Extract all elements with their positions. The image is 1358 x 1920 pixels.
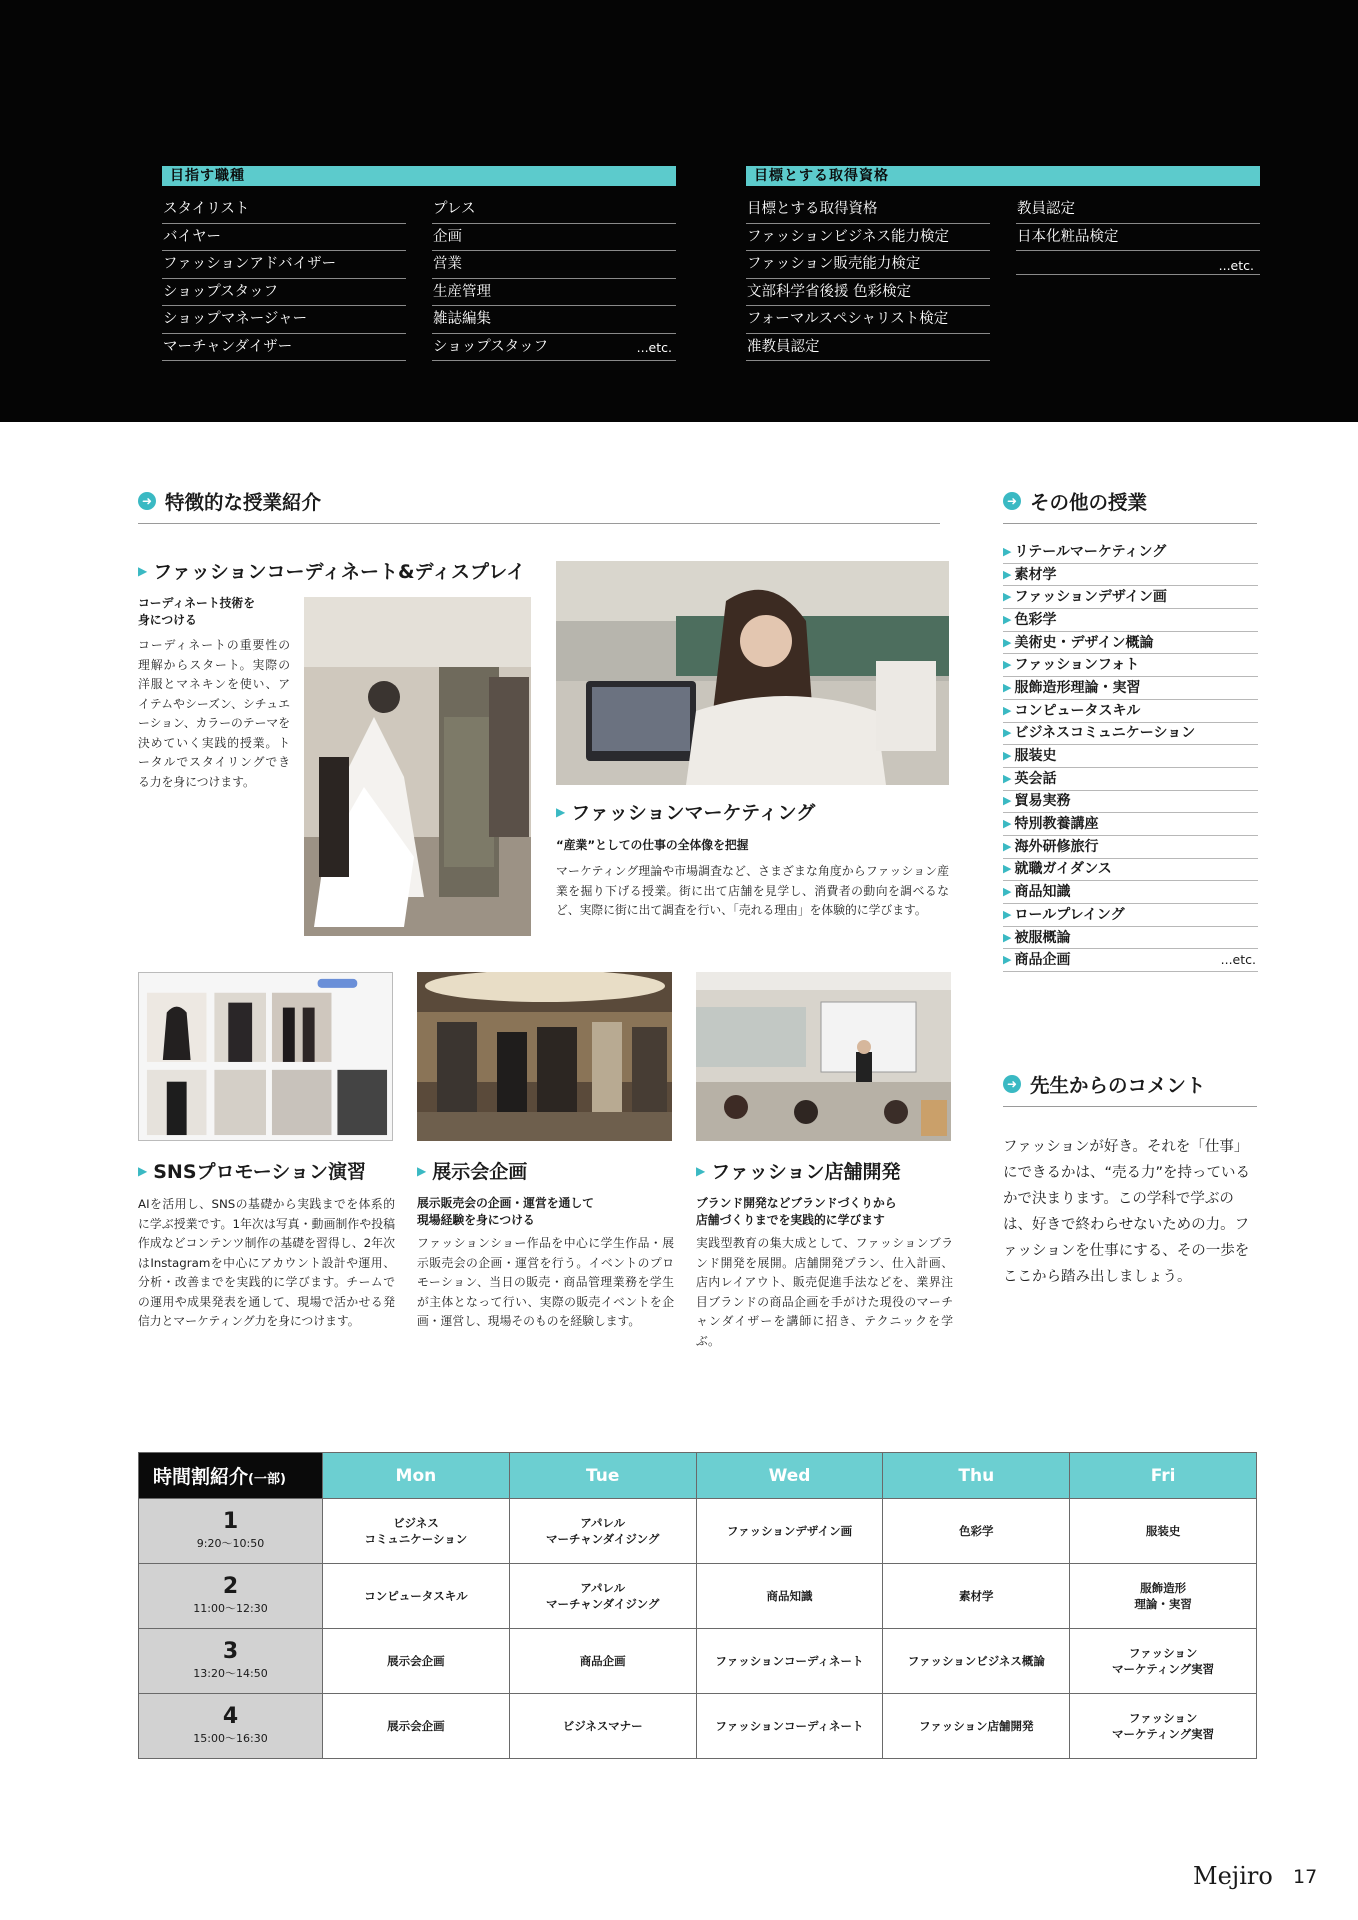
class-cell: ファッション マーケティング実習 (1070, 1694, 1257, 1759)
other-class-item (1003, 813, 1258, 836)
other-class-item (1003, 859, 1258, 882)
teacher-comment-body: ファッションが好き。それを「仕事」にできるかは、“売る力”を持っているかで決まります。この学科で学ぶのは、好きで終わらせないための力。ファッションを仕事にする、その一歩をここから踏み出しましょう。 (1003, 1139, 1251, 1285)
featured-classes-title: 特徴的な授業紹介 (165, 491, 322, 514)
triangle-icon: ▶ (1003, 817, 1012, 831)
marketing-subtitle: “産業”としての仕事の全体像を把握 (556, 838, 749, 852)
class-cell: 展示会企画 (323, 1694, 510, 1759)
target-jobs-block (162, 166, 676, 361)
coordinate-photo (304, 597, 531, 936)
other-class-item (1003, 723, 1258, 746)
coordinate-subtitle: コーディネート技術を 身につける (138, 596, 256, 627)
timetable (138, 1452, 1257, 1759)
etc-label: ...etc. (1016, 251, 1260, 275)
period-number: 2 (222, 1574, 239, 1599)
other-classes-title: その他の授業 (1030, 491, 1148, 514)
teacher-comment-title: 先生からのコメント (1030, 1074, 1206, 1097)
qualifications-column-1 (746, 196, 990, 361)
day-header: Wed (696, 1453, 883, 1499)
day-header: Fri (1070, 1453, 1257, 1499)
timetable-title (139, 1453, 323, 1499)
exhibition-photo (417, 972, 672, 1141)
triangle-icon: ▶ (1003, 726, 1012, 740)
period-number: 3 (222, 1639, 239, 1664)
other-class-label: 美術史・デザイン概論 (1014, 634, 1154, 651)
job-item: ファッションアドバイザー (162, 251, 406, 279)
featured-classes-heading (138, 487, 940, 524)
etc-label: ...etc. (1220, 952, 1256, 968)
job-item: 生産管理 (432, 279, 676, 307)
triangle-icon: ▶ (417, 1163, 427, 1178)
triangle-icon: ▶ (1003, 930, 1012, 944)
qualification-item: 教員認定 (1016, 196, 1260, 224)
sns-body: AIを活用し、SNSの基礎から実践までを体系的に学ぶ授業です。1年次は写真・動画制作や投稿作成などコンテンツ制作の基礎を習得し、2年次はInstagramを中心にアカウント設計や運用、分析・改善までを実践的に学びます。チームでの運用や成果発表を通して、現場で活かせる発信力とマーケティング力を身につけます。 (138, 1197, 395, 1328)
class-cell: ファッション マーケティング実習 (1070, 1629, 1257, 1694)
store-body: 実践型教育の集大成として、ファッションブランド開発を展開。店舗開発プラン、仕入計画、店内レイアウト、販売促進手法などを、業界注目ブランドの商品企画を手がけた現役のマーチャンダイザーを講師に招き、テクニックを学ぶ。 (696, 1236, 953, 1348)
class-cell: 商品知識 (696, 1564, 883, 1629)
job-item: 企画 (432, 224, 676, 252)
qualifications-block (746, 166, 1260, 361)
other-class-label: 服装史 (1014, 748, 1057, 765)
other-classes-list (1003, 541, 1258, 972)
store-title-text: ファッション店舗開発 (711, 1161, 901, 1183)
period-time: 15:00〜16:30 (193, 1732, 268, 1745)
other-class-item (1003, 609, 1258, 632)
store-course-title (696, 1157, 900, 1184)
marketing-body: マーケティング理論や市場調査など、さまざまな角度からファッション産業を掘り下げる授業。街に出て店舗を見学し、消費者の動向を調べるなど、実際に街に出て調査を行い、「売れる理由」を体験的に学びます。 (556, 864, 949, 917)
target-jobs-heading: 目指す職種 (162, 166, 676, 186)
triangle-icon: ▶ (696, 1163, 706, 1178)
other-class-label: 商品企画 (1014, 952, 1071, 969)
period-time: 11:00〜12:30 (193, 1602, 268, 1615)
other-class-item (1003, 586, 1258, 609)
other-class-item (1003, 700, 1258, 723)
other-class-label: コンピュータスキル (1014, 702, 1141, 719)
triangle-icon: ▶ (1003, 862, 1012, 876)
other-class-label: ファッションフォト (1014, 657, 1140, 674)
triangle-icon: ▶ (1003, 953, 1012, 967)
triangle-icon: ▶ (138, 563, 148, 578)
timetable-row (139, 1629, 1257, 1694)
class-cell: ファッションコーディネート (696, 1694, 883, 1759)
exhibition-subtitle: 展示販売会の企画・運営を通して 現場経験を身につける (417, 1196, 594, 1227)
teacher-comment-heading (1003, 1070, 1257, 1107)
store-subtitle: ブランド開発などブランドづくりから 店舗づくりまでを実践的に学びます (696, 1196, 897, 1227)
other-class-item (1003, 677, 1258, 700)
marketing-title-text: ファッションマーケティング (571, 802, 816, 824)
job-item-last (432, 334, 676, 362)
class-cell: ファッション店舗開発 (883, 1694, 1070, 1759)
timetable-row (139, 1499, 1257, 1564)
qualification-item: 准教員認定 (746, 334, 990, 362)
arrow-circle-icon: ➜ (1003, 492, 1021, 510)
other-class-item (1003, 564, 1258, 587)
class-cell: 服飾造形 理論・実習 (1070, 1564, 1257, 1629)
job-item: マーチャンダイザー (162, 334, 406, 362)
period-time: 13:20〜14:50 (193, 1667, 268, 1680)
other-class-item (1003, 654, 1258, 677)
timetable-row (139, 1564, 1257, 1629)
other-class-label: 色彩学 (1014, 611, 1057, 628)
class-cell: コンピュータスキル (323, 1564, 510, 1629)
triangle-icon: ▶ (138, 1163, 148, 1178)
brand-logo: Mejiro (1193, 1862, 1273, 1890)
coordinate-title-text: ファッションコーディネート&ディスプレイ (153, 561, 526, 583)
other-class-item (1003, 541, 1258, 564)
class-cell: ファッションコーディネート (696, 1629, 883, 1694)
other-classes-heading (1003, 487, 1257, 524)
class-cell: アパレル マーチャンダイジング (509, 1499, 696, 1564)
other-class-label: 商品知識 (1014, 884, 1071, 901)
coordinate-body: コーディネートの重要性の理解からスタート。実際の洋服とマネキンを使い、アイテムやシーズン、シチュエーション、カラーのテーマを決めていく実践的授業。トータルでスタイリングできる力を身につけます。 (138, 638, 290, 789)
class-cell: 素材学 (883, 1564, 1070, 1629)
jobs-column-2 (432, 196, 676, 361)
class-cell: ファッションビジネス概論 (883, 1629, 1070, 1694)
timetable-title-note: (一部) (248, 1472, 286, 1487)
triangle-icon: ▶ (1003, 590, 1012, 604)
period-time: 9:20〜10:50 (196, 1537, 265, 1550)
class-cell: 色彩学 (883, 1499, 1070, 1564)
triangle-icon: ▶ (1003, 703, 1012, 717)
day-header: Thu (883, 1453, 1070, 1499)
qualifications-heading: 目標とする取得資格 (746, 166, 1260, 186)
other-class-label: 英会話 (1014, 770, 1057, 787)
job-item-label: ショップスタッフ (433, 338, 549, 355)
other-class-label: 服飾造形理論・実習 (1014, 679, 1141, 696)
other-class-label: 貿易実務 (1014, 793, 1071, 810)
exhibition-body: ファッションショー作品を中心に学生作品・展示販売会の企画・運営を行う。イベントのプロモーション、当日の販売・商品管理業務を学生が主体となって行い、実際の販売イベントを企画・運営し、現場そのものを経験します。 (417, 1236, 674, 1328)
triangle-icon: ▶ (1003, 885, 1012, 899)
other-class-label: ロールプレイング (1014, 906, 1125, 923)
jobs-column-1 (162, 196, 406, 361)
job-item: 雑誌編集 (432, 306, 676, 334)
qualification-item: ファッション販売能力検定 (746, 251, 990, 279)
triangle-icon: ▶ (556, 804, 566, 819)
qualification-item: 目標とする取得資格 (746, 196, 990, 224)
triangle-icon: ▶ (1003, 635, 1012, 649)
etc-label: ...etc. (636, 339, 672, 355)
triangle-icon: ▶ (1003, 544, 1012, 558)
marketing-course-title (556, 798, 815, 825)
period-cell (139, 1694, 323, 1759)
qualification-item: ファッションビジネス能力検定 (746, 224, 990, 252)
other-class-item (1003, 768, 1258, 791)
class-cell: 商品企画 (509, 1629, 696, 1694)
other-class-item (1003, 949, 1258, 972)
other-class-label: リテールマーケティング (1014, 543, 1167, 560)
timetable-header-row (139, 1453, 1257, 1499)
job-item: ショップスタッフ (162, 279, 406, 307)
other-class-item (1003, 745, 1258, 768)
arrow-circle-icon: ➜ (138, 492, 156, 510)
other-class-label: 就職ガイダンス (1014, 861, 1112, 878)
qualification-item: 日本化粧品検定 (1016, 224, 1260, 252)
sns-title-text: SNSプロモーション演習 (153, 1161, 366, 1183)
class-cell: 服装史 (1070, 1499, 1257, 1564)
triangle-icon: ▶ (1003, 658, 1012, 672)
timetable-title-text: 時間割紹介 (153, 1466, 249, 1488)
triangle-icon: ▶ (1003, 612, 1012, 626)
store-photo (696, 972, 951, 1141)
qualification-item: フォーマルスペシャリスト検定 (746, 306, 990, 334)
other-class-item (1003, 632, 1258, 655)
other-class-label: 海外研修旅行 (1014, 838, 1099, 855)
other-class-item (1003, 927, 1258, 950)
class-cell: ビジネスマナー (509, 1694, 696, 1759)
class-cell: 展示会企画 (323, 1629, 510, 1694)
triangle-icon: ▶ (1003, 907, 1012, 921)
timetable-row (139, 1694, 1257, 1759)
arrow-circle-icon: ➜ (1003, 1075, 1021, 1093)
day-header: Tue (509, 1453, 696, 1499)
day-header: Mon (323, 1453, 510, 1499)
triangle-icon: ▶ (1003, 771, 1012, 785)
qualification-item: 文部科学省後援 色彩検定 (746, 279, 990, 307)
other-class-label: ファッションデザイン画 (1014, 589, 1167, 606)
coordinate-course-title (138, 557, 525, 584)
period-cell (139, 1629, 323, 1694)
period-cell (139, 1564, 323, 1629)
other-class-item (1003, 791, 1258, 814)
exhibition-course-title (417, 1157, 527, 1184)
other-class-item (1003, 836, 1258, 859)
class-cell: アパレル マーチャンダイジング (509, 1564, 696, 1629)
other-class-item (1003, 904, 1258, 927)
triangle-icon: ▶ (1003, 567, 1012, 581)
job-item: 営業 (432, 251, 676, 279)
other-class-label: 素材学 (1014, 566, 1057, 583)
sns-course-title (138, 1157, 366, 1184)
careers-band (0, 0, 1358, 422)
marketing-photo (556, 561, 949, 785)
triangle-icon: ▶ (1003, 839, 1012, 853)
class-cell: ファッションデザイン画 (696, 1499, 883, 1564)
period-number: 1 (222, 1509, 239, 1534)
triangle-icon: ▶ (1003, 749, 1012, 763)
period-number: 4 (222, 1704, 239, 1729)
other-class-label: 被服概論 (1014, 929, 1071, 946)
class-cell: ビジネス コミュニケーション (323, 1499, 510, 1564)
triangle-icon: ▶ (1003, 794, 1012, 808)
job-item: バイヤー (162, 224, 406, 252)
triangle-icon: ▶ (1003, 680, 1012, 694)
sns-photo (138, 972, 393, 1141)
period-cell (139, 1499, 323, 1564)
other-class-label: ビジネスコミュニケーション (1014, 725, 1196, 742)
job-item: プレス (432, 196, 676, 224)
other-class-item (1003, 881, 1258, 904)
page-number: 17 (1293, 1866, 1318, 1888)
job-item: スタイリスト (162, 196, 406, 224)
exhibition-title-text: 展示会企画 (432, 1161, 528, 1183)
qualifications-column-2 (1016, 196, 1260, 361)
other-class-label: 特別教養講座 (1014, 816, 1099, 833)
job-item: ショップマネージャー (162, 306, 406, 334)
